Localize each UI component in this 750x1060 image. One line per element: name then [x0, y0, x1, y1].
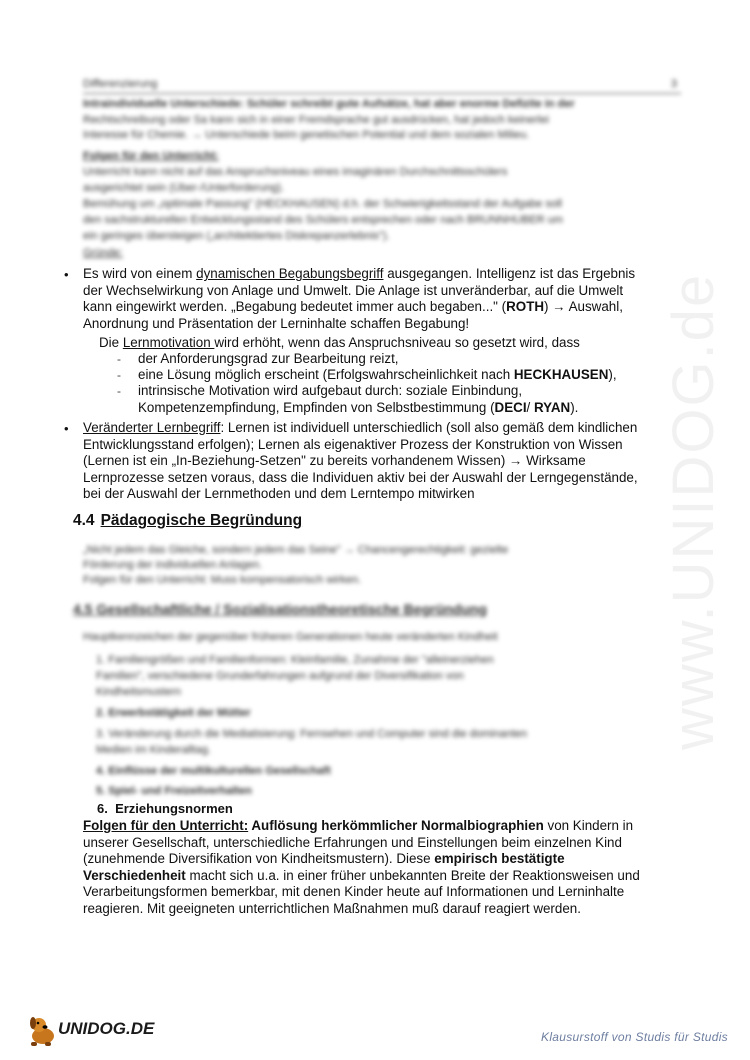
- blurred-line: Bemühung um „optimale Passung" (HECKHAUSEN) d.h. der Schwierigkeitsstand der Aufgabe soll: [83, 198, 562, 210]
- label-underlined: Folgen für den Unterricht:: [83, 818, 249, 833]
- author-name: DECI: [494, 400, 527, 415]
- section-number: 4.4: [73, 512, 95, 529]
- text: kann eingewirkt werden. „Begabung bedeutet immer auch begaben..." (: [83, 299, 507, 315]
- author-name: HECKHAUSEN: [513, 367, 609, 382]
- blurred-list-item: 4. Einflüsse der multikulturellen Gesellschaft: [96, 765, 331, 777]
- text: ).: [570, 400, 579, 415]
- bullet1-paragraph: [83, 266, 681, 332]
- dash-marker: -: [117, 352, 121, 366]
- watermark: www.UNIDOG.de: [661, 272, 726, 750]
- text: Lernprozesse setzen voraus, dass die Individuen aktiv bei der Auswahl der Lerngegenstände,: [83, 469, 638, 485]
- blurred-line: Intraindividuelle Unterschiede: Schüler schreibt gute Aufsätze, hat aber enorme Defizite in der: [83, 98, 575, 110]
- blurred-line: Interesse für Chemie. → Unterschiede beim genetischen Potential und dem sozialen Milieu.: [83, 129, 530, 141]
- blurred-line: den sachstrukturellen Entwicklungsstand des Schülers entsprechen oder nach BRUNNHUBER um: [83, 214, 563, 226]
- blurred-list-item: Medien im Kinderalltag.: [96, 744, 211, 756]
- text: Verarbeitungsformen bemerkbar, mit denen Kinder heute auf Informationen und Lerninhalte: [83, 884, 625, 900]
- text: /: [526, 400, 534, 415]
- motivation-item: [138, 367, 678, 384]
- dash-marker: -: [117, 368, 121, 382]
- blurred-line: Rechtschreibung oder Sa kann sich in einer Fremdsprache gut ausdrücken, hat jedoch keinerlei: [83, 114, 549, 126]
- text: macht sich u.a. in einer früher unbekannten Breite der Reaktionsweisen und: [185, 867, 640, 883]
- text: der Wechselwirkung von Anlage und Umwelt. Die Anlage ist unveränderbar, auf die Umwelt: [83, 282, 624, 298]
- text: Die: [99, 335, 123, 350]
- text: : Lernen ist individuell unterschiedlich (soll also gemäß dem kindlichen: [220, 420, 638, 435]
- header-title: Differenzierung: [83, 78, 158, 90]
- motivation-item: intrinsische Motivation wird aufgebaut durch: soziale Einbindung,: [138, 383, 523, 398]
- page-number: 3: [670, 78, 677, 90]
- blurred-list-item: 5. Spiel- und Freizeitverhalten: [96, 785, 252, 797]
- text: ausgegangen. Intelligenz ist das Ergebnis: [383, 266, 636, 281]
- bullet2-paragraph: [83, 420, 681, 503]
- section-title: Pädagogische Begründung: [100, 512, 303, 529]
- bullet-dot: •: [64, 421, 69, 436]
- text: (zunehmende Diversifikation von Kindheitsmustern). Diese: [83, 851, 435, 867]
- term-underlined: Veränderter Lernbegriff: [83, 420, 221, 435]
- text: Anordnung und Präsentation der Lerninhalte schaffen Begabung!: [83, 315, 470, 331]
- footer-slogan: Klausurstoff von Studis für Studis: [541, 1030, 728, 1044]
- folgen-paragraph: [83, 818, 681, 918]
- blurred-line: Folgen für den Unterricht:: [83, 150, 219, 162]
- motivation-item: der Anforderungsgrad zur Bearbeitung reizt,: [138, 351, 399, 366]
- text: reagieren. Mit geeigneten unterrichtlichen Maßnahmen muß darauf reagiert werden.: [83, 900, 581, 916]
- text: ) → Auswahl,: [544, 299, 623, 315]
- blurred-list-item: 3. Veränderung durch die Mediatisierung: Fernsehen und Computer sind die dominanten: [96, 728, 528, 740]
- text: unserer Gesellschaft, unterschiedliche Erfahrungen und Einstellungen beim einzelnen Kind: [83, 834, 622, 850]
- list-number: 6.: [97, 801, 108, 816]
- blurred-list-item: 2. Erwerbstätigkeit der Mütter: [96, 707, 251, 719]
- blurred-line: ausgerichtet sein (Über-/Unterforderung).: [83, 182, 285, 194]
- blurred-list-item: Kindheitsmustern: [96, 686, 181, 698]
- section-heading-4-5: 4.5 Gesellschaftliche / Sozialisationstheoretische Begründung: [73, 601, 487, 617]
- term-underlined: dynamischen Begabungsbegriff: [196, 266, 384, 281]
- bullet-dot: •: [64, 267, 69, 282]
- text: wird erhöht, wenn das Anspruchsniveau so gesetzt wird, dass: [214, 335, 580, 350]
- text: bei der Auswahl der Lernmethoden und dem Lerntempo mitwirken: [83, 486, 475, 502]
- text: von Kindern in: [543, 818, 634, 833]
- list-item-6: [97, 801, 233, 816]
- blurred-list-item: 1. Familiengrößen und Familienformen: Kleinfamilie, Zunahme der "alleinerziehen: [96, 654, 494, 666]
- blurred-line: ein geringes übersteigen („architektiertes Diskrepanzerlebnis").: [83, 230, 390, 242]
- blurred-line: „Nicht jedem das Gleiche, sondern jedem das Seine" → Chancengerechtigkeit: gezielte: [83, 544, 509, 556]
- logo-text: UNIDOG.DE: [58, 1019, 155, 1038]
- author-name: ROTH: [506, 299, 545, 315]
- author-name: RYAN: [534, 400, 571, 415]
- bold-text: empirisch bestätigte: [434, 851, 565, 867]
- blurred-line: Folgen für den Unterricht: Muss kompensatorisch wirken.: [83, 574, 362, 586]
- motivation-intro: [99, 335, 679, 352]
- blurred-line: Unterricht kann nicht auf das Anspruchsniveau eines imaginären Durchschnittsschülers: [83, 166, 508, 178]
- dash-marker: -: [117, 384, 121, 398]
- text: Kompetenzempfindung, Empfinden von Selbstbestimmung (: [138, 400, 495, 415]
- bold-text: Verschiedenheit: [83, 867, 186, 883]
- motivation-item-cont: [138, 400, 678, 417]
- text: eine Lösung möglich erscheint (Erfolgswahrscheinlichkeit nach: [138, 367, 514, 382]
- blurred-line: Hauptkennzeichen der gegenüber früheren Generationen heute veränderten Kindheit: [83, 631, 498, 643]
- text: Entwicklungsstand erfolgen); Lernen als eigenaktiver Prozess der Konstruktion von Wissen: [83, 436, 623, 452]
- section-heading-4-4: [73, 512, 302, 530]
- blurred-list-item: Familien", verschiedene Grunderfahrungen aufgrund der Diversifikation von: [96, 670, 464, 682]
- text: (Lernen ist ein „In-Beziehung-Setzen" zu bereits vorhandenem Wissen) → Wirksame: [83, 453, 586, 469]
- blurred-line: Gründe:: [83, 247, 123, 259]
- blurred-line: Förderung der individuellen Anlagen.: [83, 559, 263, 571]
- bold-text: Auflösung herkömmlicher Normalbiographien: [248, 818, 544, 833]
- text: ),: [608, 367, 617, 382]
- term-underlined: Lernmotivation: [122, 335, 215, 350]
- page-header: [83, 78, 681, 94]
- dog-icon: [30, 1017, 54, 1046]
- text: Es wird von einem: [83, 266, 197, 281]
- list-label: Erziehungsnormen: [115, 801, 233, 816]
